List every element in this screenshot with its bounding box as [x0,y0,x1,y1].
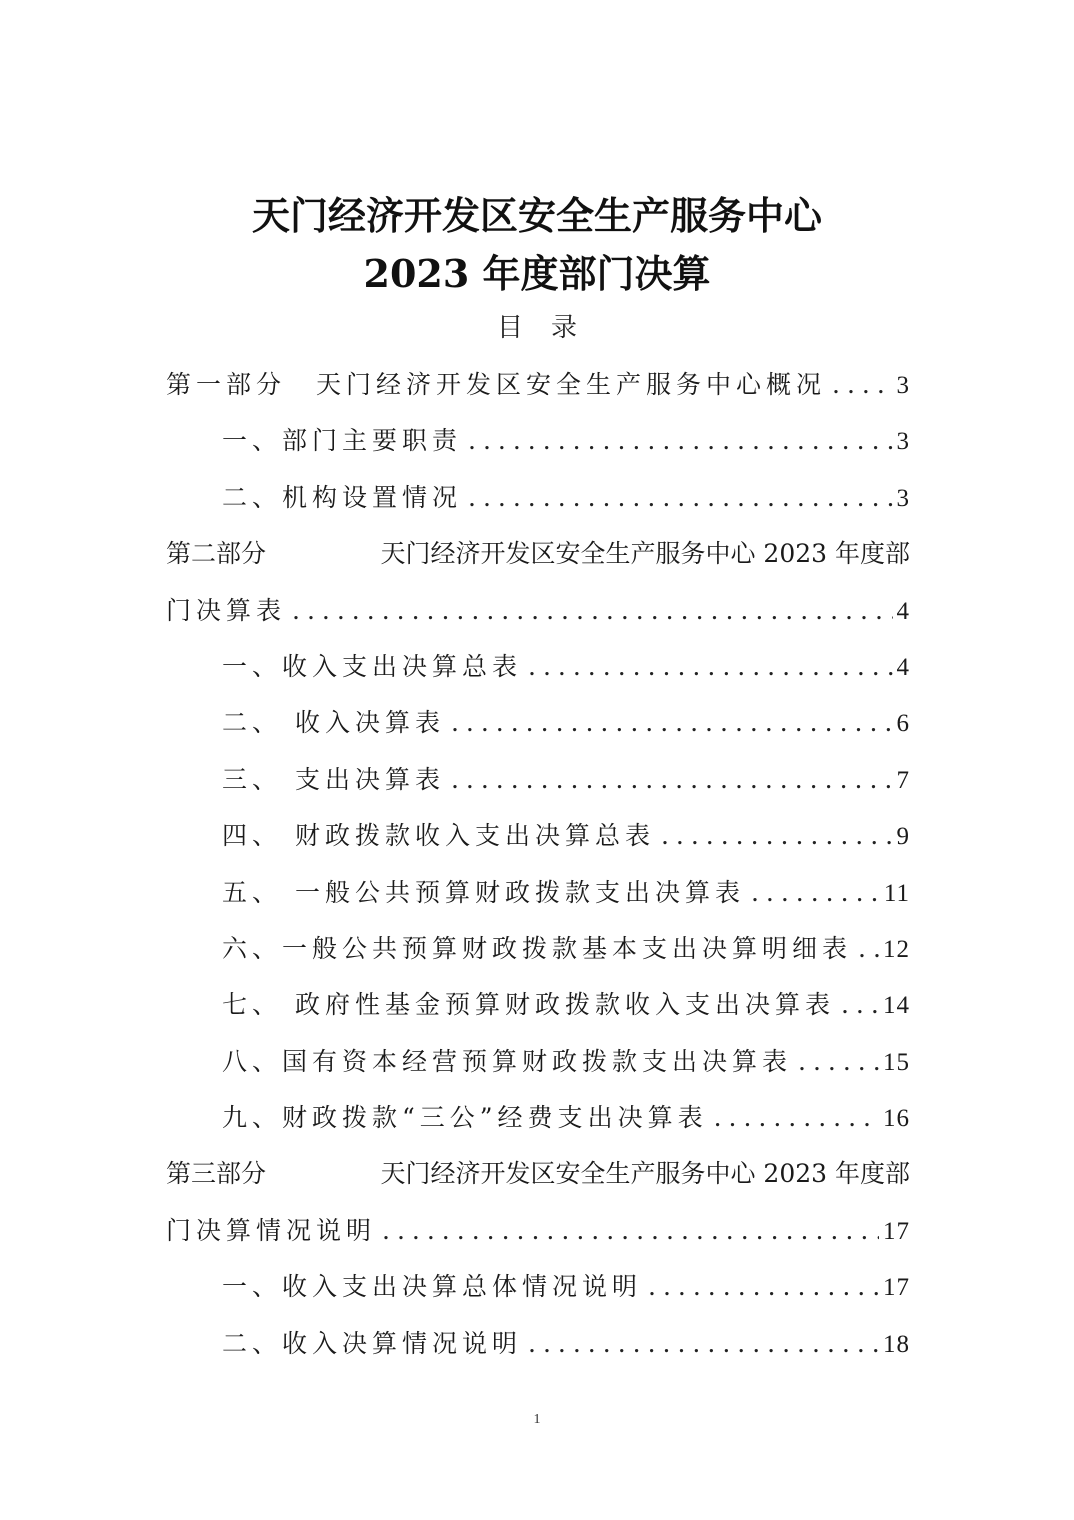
toc-leader-dots [528,1316,879,1372]
toc-page-number: 16 [883,1105,910,1133]
toc-entry-label [166,526,910,582]
toc-entry[interactable] [166,1090,910,1146]
toc-page-number: 3 [896,428,910,456]
toc-entry-label: 二、 收入决算表 [222,708,445,738]
toc-entry-label: 三、 支出决算表 [222,764,445,794]
toc-leader-dots [858,921,879,977]
toc-entry-part-two[interactable] [166,526,910,582]
toc-entry-label: 第一部分 天门经济开发区安全生产服务中心概况 [166,370,827,399]
toc-entry[interactable] [166,921,910,977]
toc-page-number: 3 [896,484,910,512]
toc-page-number: 7 [896,766,910,794]
toc-entry[interactable] [166,752,910,808]
toc-leader-dots [841,977,879,1033]
toc-entry-label: 八、国有资本经营预算财政拨款支出决算表 [222,1046,793,1076]
toc-leader-dots [751,865,880,921]
toc-leader-dots [832,357,892,413]
toc-entry-label: 四、 财政拨款收入支出决算总表 [222,821,655,851]
toc-part-label: 第二部分 [166,539,267,569]
toc-entry[interactable] [166,1034,910,1090]
toc-part-title: 天门经济开发区安全生产服务中心 2023 年度部 [380,1159,910,1189]
toc-page-number: 18 [883,1330,910,1358]
toc-entry[interactable] [166,470,910,526]
toc-leader-dots [798,1034,879,1090]
toc-entry[interactable] [166,865,910,921]
toc-entry-label: 七、 政府性基金预算财政拨款收入支出决算表 [222,990,835,1020]
toc-entry-label: 门决算表 [166,595,287,625]
toc-entry-part-three[interactable] [166,1146,910,1202]
table-of-contents [166,357,910,1372]
toc-entry-label: 一、部门主要职责 [222,426,463,456]
toc-entry-label [166,1146,910,1202]
toc-entry-label: 一、收入支出决算总表 [222,651,523,681]
toc-page-number: 11 [883,879,910,907]
document-subtitle: 2023 年度部门决算 [363,251,711,296]
toc-leader-dots [292,583,892,639]
toc-entry[interactable] [166,808,910,864]
toc-entry-label: 六、一般公共预算财政拨款基本支出决算明细表 [222,933,853,963]
toc-page-number: 17 [883,1274,910,1302]
toc-leader-dots [714,1090,879,1146]
toc-page-number: 14 [883,992,910,1020]
toc-entry-part-two-continued[interactable] [166,583,910,639]
toc-page-number: 3 [896,372,910,399]
toc-heading: 目录 [496,313,605,343]
toc-entry[interactable] [166,977,910,1033]
document-title: 天门经济开发区安全生产服务中心 [251,193,822,238]
toc-entry-label: 门决算情况说明 [166,1215,377,1245]
toc-part-label: 第三部分 [166,1159,267,1189]
toc-entry-label: 五、 一般公共预算财政拨款支出决算表 [222,877,745,907]
toc-entry[interactable] [166,1316,910,1372]
toc-page-number: 4 [896,597,910,625]
toc-entry-label: 二、收入决算情况说明 [222,1328,523,1358]
toc-entry-label: 一、收入支出决算总体情况说明 [222,1272,643,1302]
toc-leader-dots [648,1259,879,1315]
toc-leader-dots [468,470,892,526]
toc-leader-dots [451,695,893,751]
page-number: 1 [533,1412,541,1427]
toc-page-number: 4 [896,653,910,681]
toc-leader-dots [382,1203,879,1259]
toc-entry-part-one[interactable] [166,357,910,413]
toc-leader-dots [451,752,893,808]
toc-entry-part-three-continued[interactable] [166,1203,910,1259]
toc-page-number: 12 [883,935,910,963]
toc-page-number: 17 [883,1217,910,1245]
toc-entry-label: 九、财政拨款“三公”经费支出决算表 [222,1103,708,1133]
toc-entry-label: 二、机构设置情况 [222,482,463,512]
toc-page-number: 9 [896,823,910,851]
toc-entry[interactable] [166,639,910,695]
toc-entry[interactable] [166,413,910,469]
toc-entry[interactable] [166,1259,910,1315]
toc-leader-dots [528,639,892,695]
toc-page-number: 6 [896,710,910,738]
toc-page-number: 15 [883,1048,910,1076]
toc-entry[interactable] [166,695,910,751]
toc-leader-dots [468,413,892,469]
toc-leader-dots [661,808,893,864]
toc-part-title: 天门经济开发区安全生产服务中心 2023 年度部 [380,539,910,569]
